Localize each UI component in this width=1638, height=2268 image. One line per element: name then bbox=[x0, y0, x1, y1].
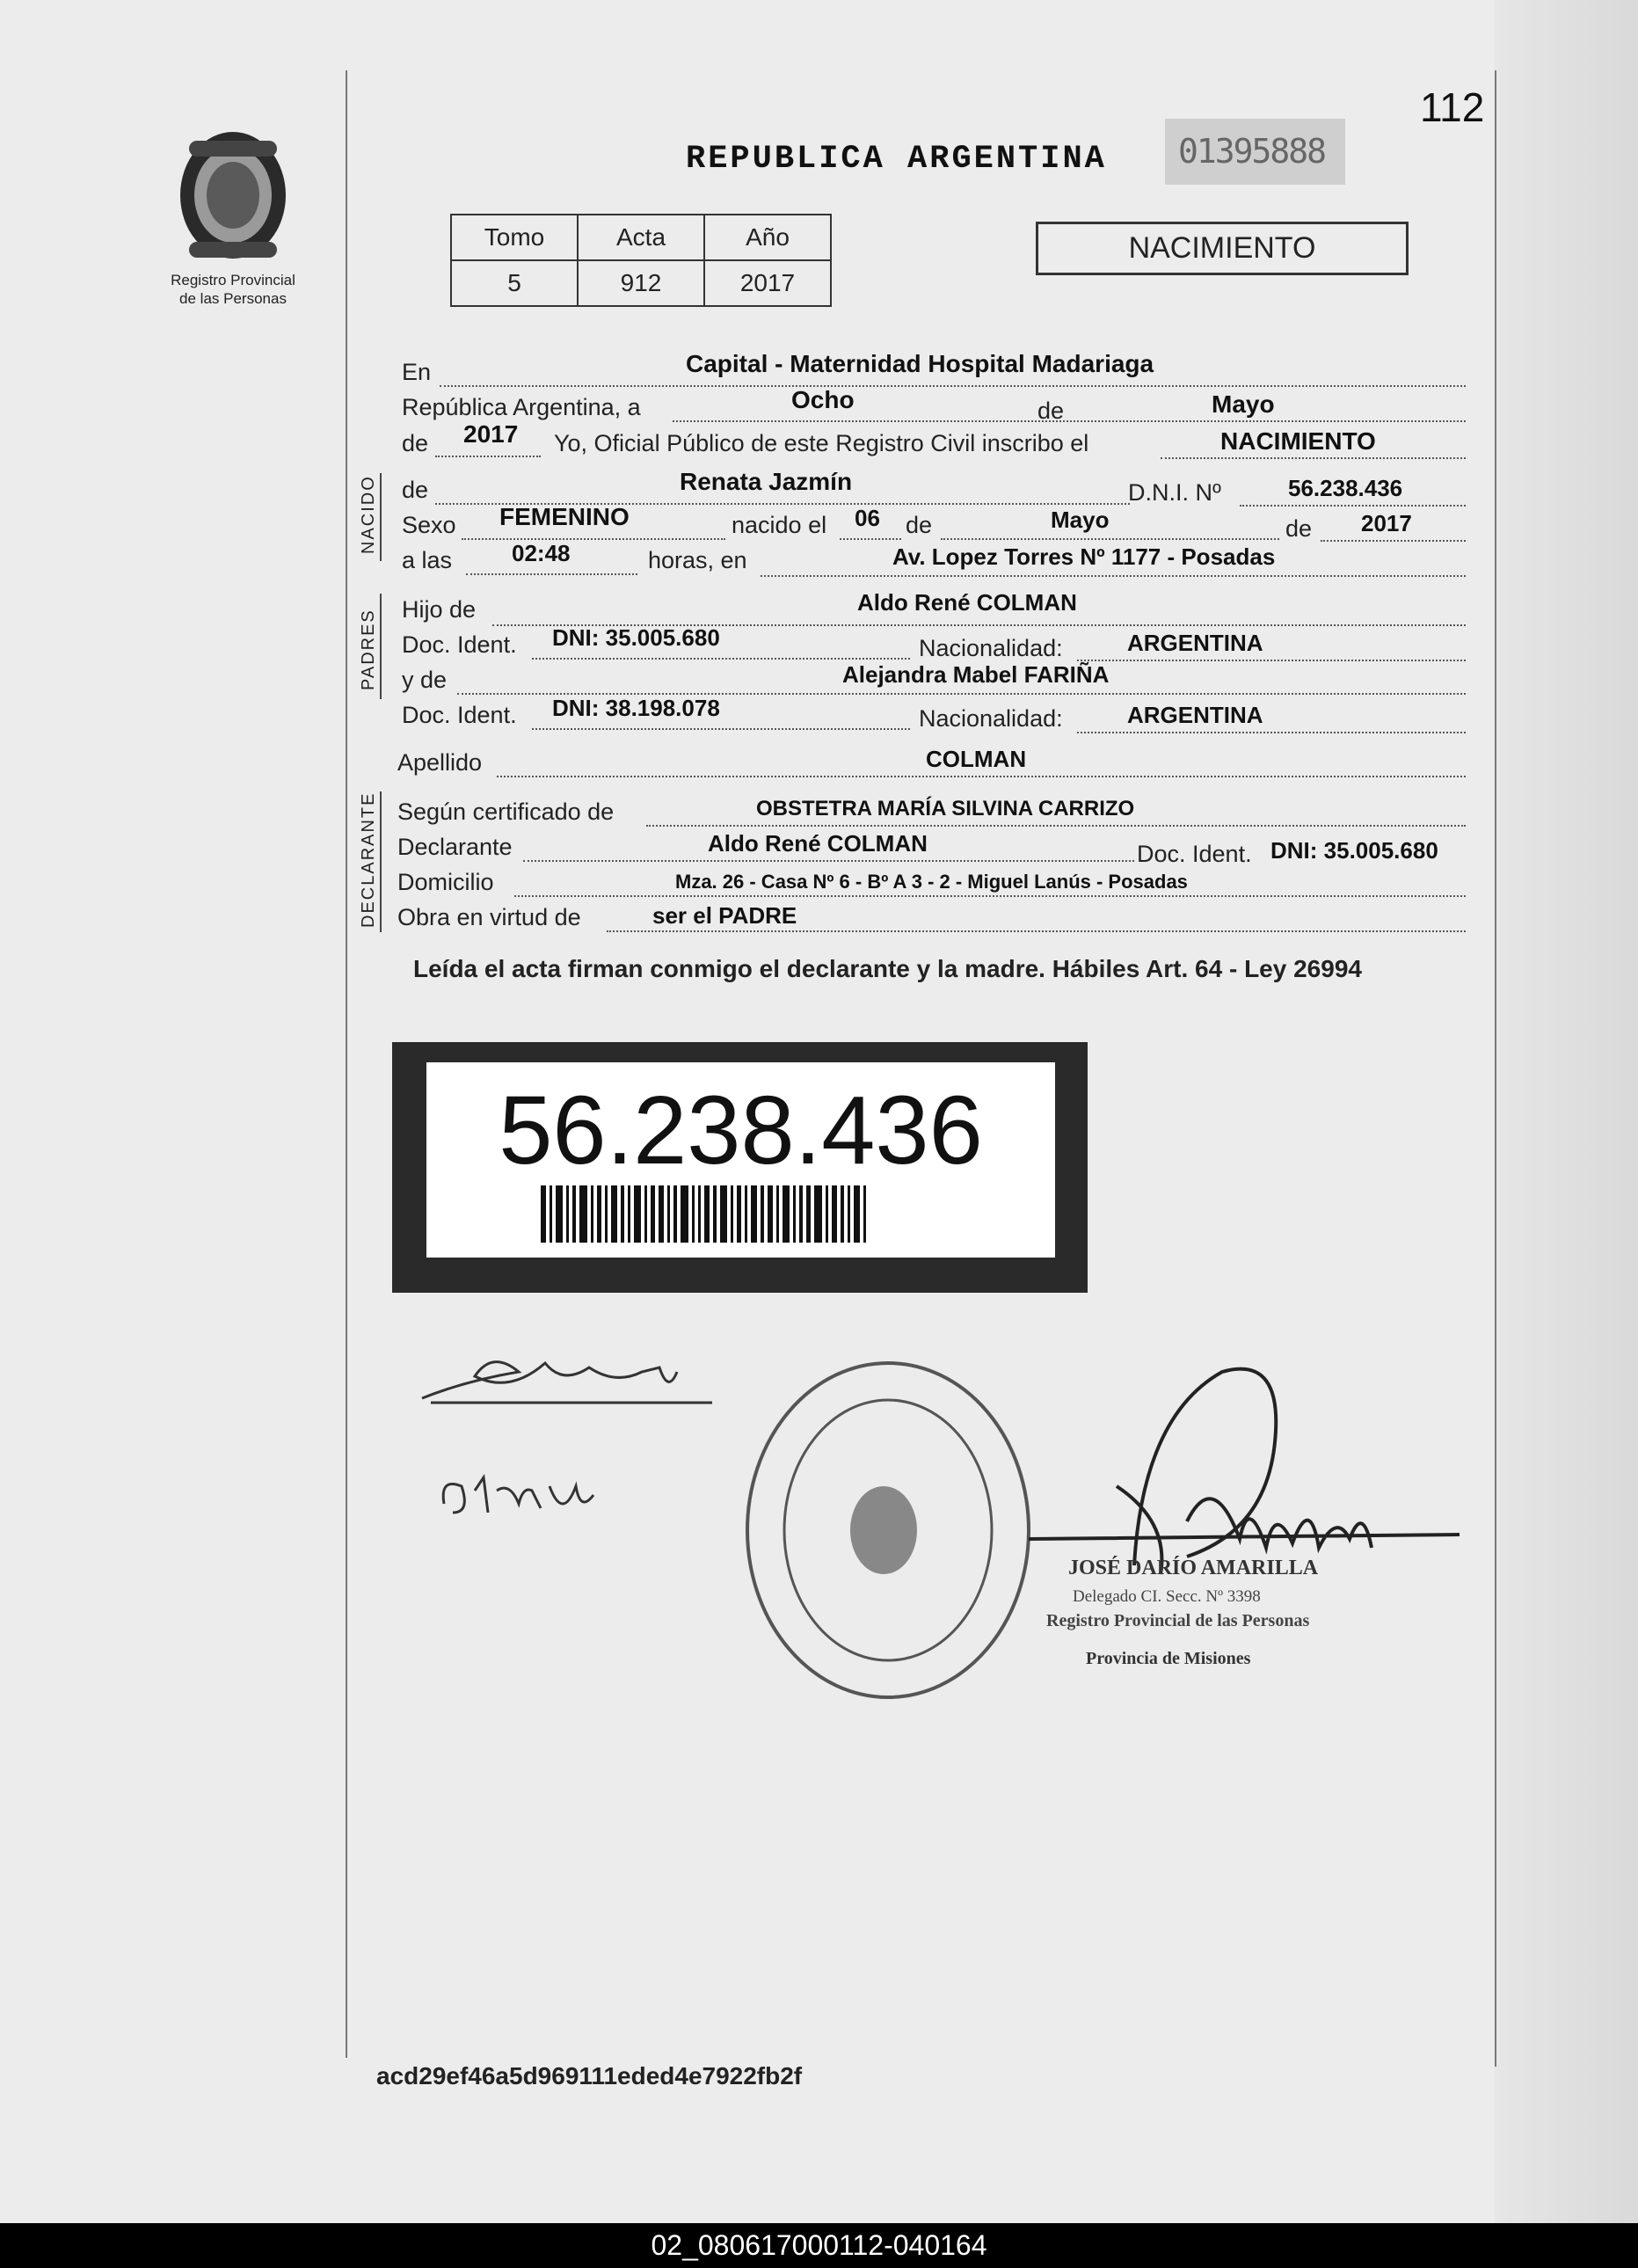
apellido-value: COLMAN bbox=[926, 746, 1027, 772]
born-year: 2017 bbox=[1361, 510, 1412, 536]
statement: Yo, Oficial Público de este Registro Civil inscribo el bbox=[554, 430, 1089, 456]
dotted-line bbox=[1077, 732, 1466, 733]
birth-time: 02:48 bbox=[512, 540, 571, 566]
date-day: Ocho bbox=[791, 386, 855, 413]
section-declarante: DECLARANTE bbox=[359, 791, 378, 928]
right-margin-line bbox=[1495, 70, 1496, 2067]
label-hijo: Hijo de bbox=[402, 596, 477, 623]
label-de-name: de bbox=[402, 477, 429, 503]
footer-code: 02_080617000112-040164 bbox=[0, 2223, 1638, 2268]
dotted-line bbox=[462, 538, 725, 540]
label-en: En bbox=[402, 359, 432, 385]
label-virtud: Obra en virtud de bbox=[397, 904, 581, 930]
declarant-address: Mza. 26 - Casa Nº 6 - Bº A 3 - 2 - Miguel Lanús - Posadas bbox=[675, 871, 1188, 893]
born-day: 06 bbox=[855, 505, 880, 531]
section-divider bbox=[380, 473, 382, 561]
value-acta: 912 bbox=[578, 260, 704, 306]
section-padres: PADRES bbox=[359, 609, 378, 690]
birth-address: Av. Lopez Torres Nº 1177 - Posadas bbox=[892, 543, 1276, 570]
father-name: Aldo René COLMAN bbox=[857, 589, 1077, 616]
country-title: REPUBLICA ARGENTINA bbox=[686, 141, 1107, 178]
label-domicilio: Domicilio bbox=[397, 869, 494, 895]
child-name: Renata Jazmín bbox=[680, 468, 853, 495]
declarant-name: Aldo René COLMAN bbox=[708, 830, 928, 857]
dotted-line bbox=[497, 776, 1466, 777]
dotted-line bbox=[435, 456, 541, 457]
certificate-issuer: OBSTETRA MARÍA SILVINA CARRIZO bbox=[756, 797, 1135, 820]
label-de-born: de bbox=[906, 512, 933, 538]
barcode-icon bbox=[541, 1185, 941, 1243]
act-type: NACIMIENTO bbox=[1220, 427, 1376, 455]
dotted-line bbox=[466, 573, 637, 575]
page-number: 112 bbox=[1420, 84, 1485, 130]
header-tomo: Tomo bbox=[451, 215, 578, 260]
section-nacido: NACIDO bbox=[359, 475, 378, 554]
dotted-line bbox=[1240, 505, 1466, 507]
mother-name: Alejandra Mabel FARIÑA bbox=[842, 661, 1110, 688]
label-doc-father: Doc. Ident. bbox=[402, 631, 517, 658]
date-year: 2017 bbox=[463, 420, 519, 448]
child-sex: FEMENINO bbox=[499, 503, 630, 530]
section-divider bbox=[380, 594, 382, 699]
signature-declarant-icon bbox=[413, 1332, 730, 1411]
value-anio: 2017 bbox=[704, 260, 831, 306]
label-nat-mother: Nacionalidad: bbox=[919, 705, 1063, 732]
label-nacido: nacido el bbox=[732, 512, 827, 538]
legal-text: Leída el acta firman conmigo el declarante y la madre. Hábiles Art. 64 - Ley 26994 bbox=[413, 955, 1362, 982]
dotted-line bbox=[646, 825, 1466, 827]
province-seal-icon bbox=[167, 123, 299, 268]
label-apellido: Apellido bbox=[397, 749, 483, 776]
dotted-line bbox=[761, 575, 1466, 577]
section-divider bbox=[380, 791, 382, 932]
logo-caption: Registro Provincial de las Personas bbox=[171, 272, 295, 307]
father-nationality: ARGENTINA bbox=[1127, 630, 1263, 656]
dotted-line bbox=[941, 538, 1279, 540]
dotted-line bbox=[523, 860, 1134, 862]
left-margin-line bbox=[346, 70, 347, 2058]
dotted-line bbox=[1077, 660, 1466, 661]
label-republica: República Argentina, a bbox=[402, 394, 641, 420]
official-stamp-icon bbox=[739, 1354, 1037, 1706]
dotted-line bbox=[514, 895, 1466, 897]
virtud-value: ser el PADRE bbox=[652, 902, 797, 929]
dotted-line bbox=[532, 658, 910, 660]
page-edge-shadow bbox=[1495, 0, 1638, 2223]
dotted-line bbox=[1161, 457, 1466, 459]
dotted-line bbox=[607, 930, 1466, 932]
born-month: Mayo bbox=[1051, 507, 1110, 533]
dotted-line bbox=[532, 728, 910, 730]
label-dni: D.N.I. Nº bbox=[1128, 479, 1221, 506]
place-value: Capital - Maternidad Hospital Madariaga bbox=[686, 350, 1154, 377]
label-nat-father: Nacionalidad: bbox=[919, 635, 1063, 661]
label-a-las: a las bbox=[402, 547, 453, 573]
header-acta: Acta bbox=[578, 215, 704, 260]
dotted-line bbox=[1321, 540, 1466, 542]
label-de-year: de bbox=[402, 430, 429, 456]
record-type-box: NACIMIENTO bbox=[1036, 222, 1409, 275]
label-doc-mother: Doc. Ident. bbox=[402, 702, 517, 728]
date-month: Mayo bbox=[1212, 390, 1275, 418]
label-de-born-year: de bbox=[1285, 515, 1313, 542]
label-declarante: Declarante bbox=[397, 834, 513, 860]
dotted-line bbox=[673, 420, 1466, 422]
official-registry: Registro Provincial de las Personas bbox=[1046, 1611, 1310, 1630]
label-doc-decl: Doc. Ident. bbox=[1137, 841, 1252, 867]
value-tomo: 5 bbox=[451, 260, 578, 306]
mother-doc: DNI: 38.198.078 bbox=[552, 695, 720, 721]
document-hash: acd29ef46a5d969111eded4e7922fb2f bbox=[376, 2062, 803, 2089]
label-horas: horas, en bbox=[648, 547, 747, 573]
declarant-doc: DNI: 35.005.680 bbox=[1270, 837, 1438, 864]
serial-number: 01395888 bbox=[1178, 132, 1326, 171]
label-certificado: Según certificado de bbox=[397, 799, 615, 825]
signature-mother-icon bbox=[435, 1451, 629, 1530]
official-title: Delegado CI. Secc. Nº 3398 bbox=[1073, 1587, 1261, 1606]
child-dni: 56.238.436 bbox=[1288, 475, 1403, 501]
dotted-line bbox=[440, 385, 1466, 387]
official-name: JOSÉ DARÍO AMARILLA bbox=[1068, 1557, 1319, 1579]
dotted-line bbox=[840, 538, 901, 540]
father-doc: DNI: 35.005.680 bbox=[552, 624, 720, 651]
label-de: de bbox=[1037, 397, 1065, 424]
official-province: Provincia de Misiones bbox=[1086, 1649, 1251, 1668]
registry-table bbox=[450, 214, 832, 307]
label-sexo: Sexo bbox=[402, 512, 456, 538]
mother-nationality: ARGENTINA bbox=[1127, 702, 1263, 728]
header-anio: Año bbox=[704, 215, 831, 260]
label-y-de: y de bbox=[402, 667, 448, 693]
dni-sticker-number: 56.238.436 bbox=[499, 1076, 983, 1185]
